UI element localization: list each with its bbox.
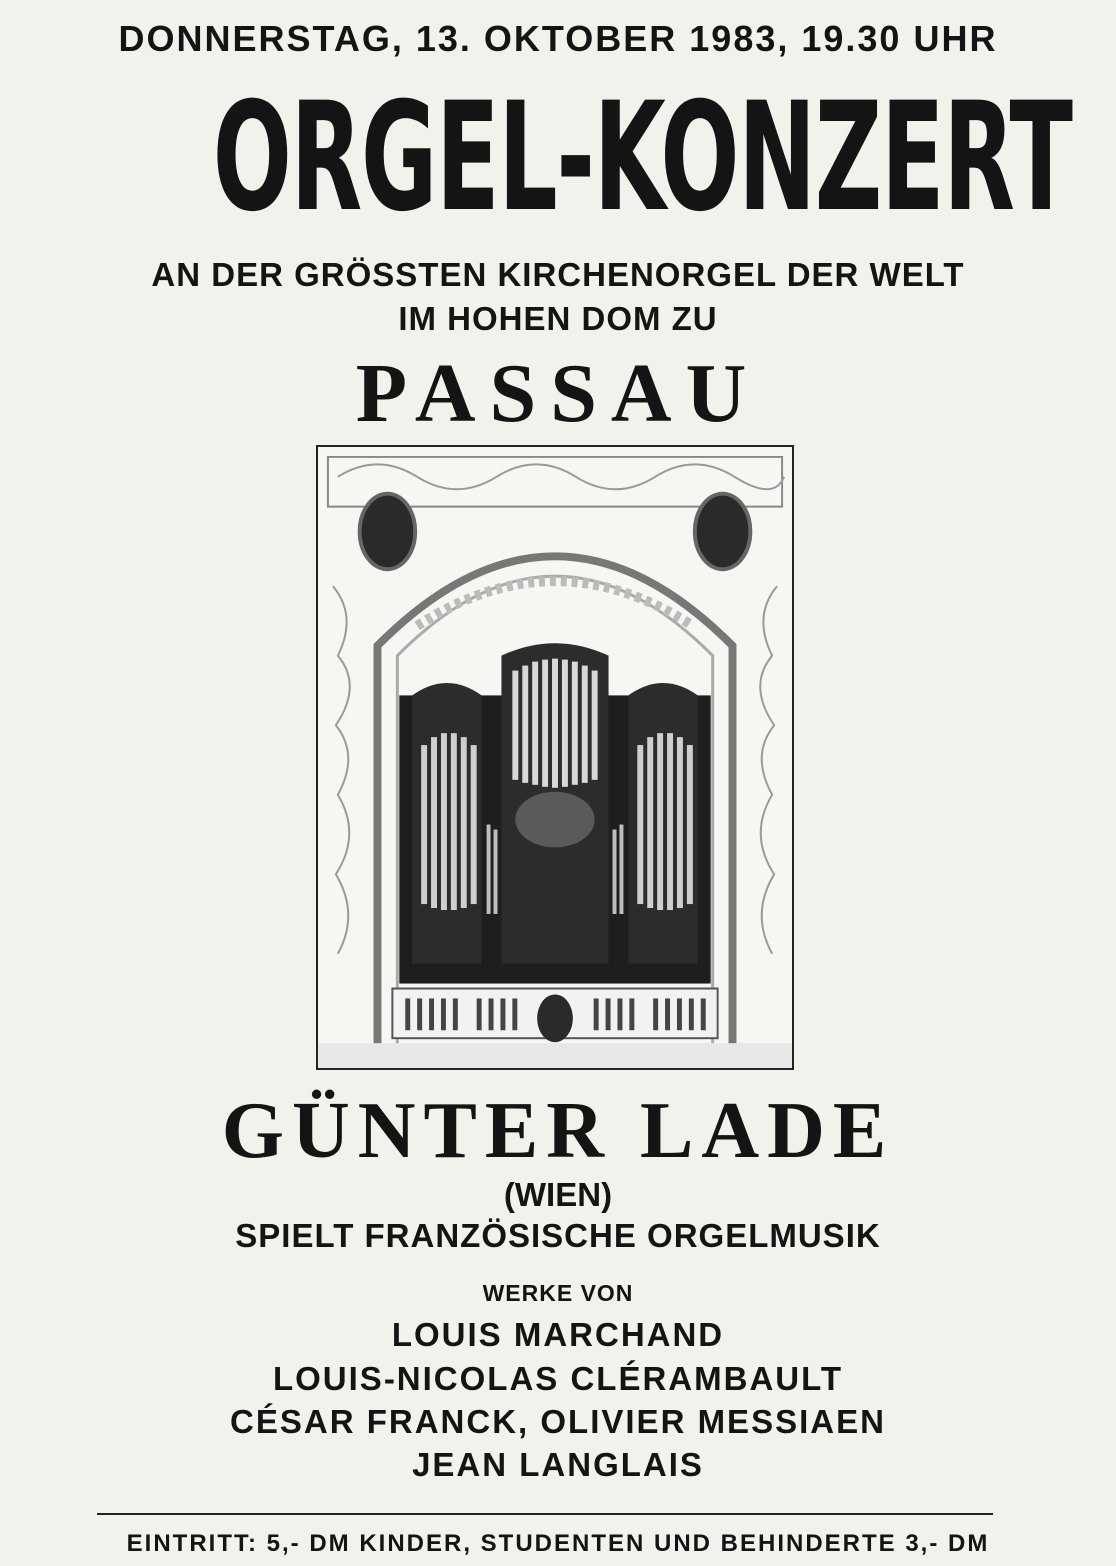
poster-title: ORGEL-KONZERT bbox=[212, 71, 1072, 245]
city-name: PASSAU bbox=[355, 347, 761, 440]
divider bbox=[97, 1513, 993, 1515]
organ-illustration bbox=[318, 447, 792, 1068]
composer-item: JEAN LANGLAIS bbox=[412, 1446, 704, 1483]
artist-name: GÜNTER LADE bbox=[221, 1087, 895, 1175]
composer-item: CÉSAR FRANCK, OLIVIER MESSIAEN bbox=[230, 1403, 886, 1440]
composer-item: LOUIS MARCHAND bbox=[391, 1316, 725, 1353]
program-description: SPIELT FRANZÖSISCHE ORGELMUSIK bbox=[235, 1217, 881, 1254]
admission-price: EINTRITT: 5,- DM KINDER, STUDENTEN UND BEHINDERTE 3,- DM bbox=[126, 1530, 990, 1557]
artist-origin: (WIEN) bbox=[503, 1176, 613, 1213]
works-label: WERKE VON bbox=[482, 1280, 634, 1306]
composer-item: LOUIS-NICOLAS CLÉRAMBAULT bbox=[272, 1360, 843, 1397]
subtitle-line-1: AN DER GRÖSSTEN KIRCHENORGEL DER WELT bbox=[151, 256, 965, 293]
organ-photo bbox=[316, 445, 794, 1070]
event-date: DONNERSTAG, 13. OKTOBER 1983, 19.30 UHR bbox=[118, 18, 998, 59]
subtitle-line-2: IM HOHEN DOM ZU bbox=[398, 300, 718, 337]
